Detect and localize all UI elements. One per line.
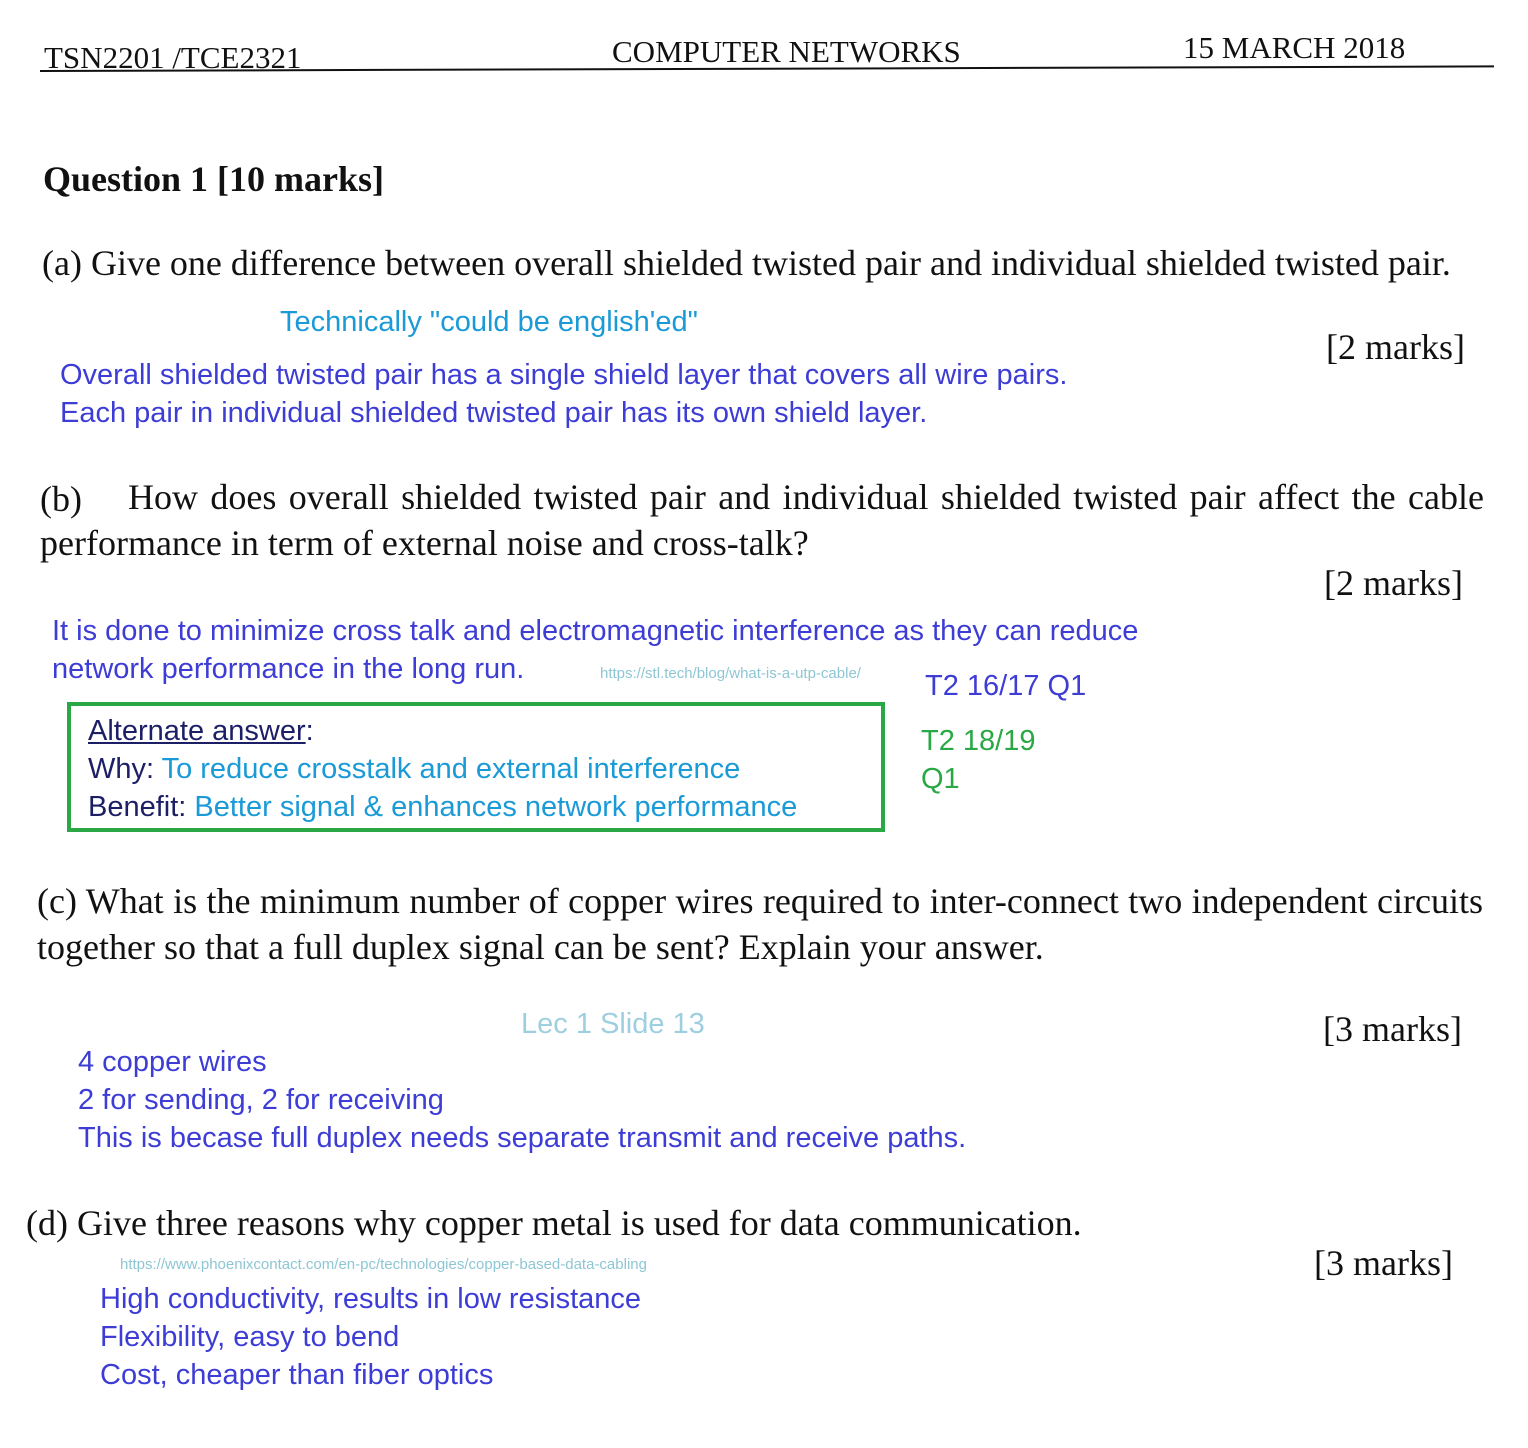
part-b-label: (b)	[40, 479, 82, 519]
part-c-question: (c) What is the minimum number of copper wires required to inter-connect two independent circuits together so that a full duplex signal can be sent? Explain your answer.	[37, 881, 1483, 967]
alternate-why-text: To reduce crosstalk and external interference	[161, 753, 741, 785]
course-code: TSN2201 /TCE2321	[44, 40, 302, 75]
part-a-question: (a) Give one difference between overall shielded twisted pair and individual shielded twisted pair.	[42, 243, 1451, 283]
part-d-answer-line-3: Cost, cheaper than fiber optics	[100, 1359, 494, 1391]
part-d-answer-line-2: Flexibility, easy to bend	[100, 1321, 400, 1353]
alternate-answer-heading-row	[88, 712, 797, 750]
part-c-ref: Lec 1 Slide 13	[521, 1008, 705, 1040]
part-b-ref-t2-1617: T2 16/17 Q1	[925, 670, 1087, 702]
part-b-marks: [2 marks]	[1324, 563, 1463, 603]
alternate-why-label: Why:	[88, 753, 162, 785]
alternate-answer-box	[67, 702, 885, 832]
part-d-answer-line-1: High conductivity, results in low resistance	[100, 1283, 642, 1315]
part-b-answer-line-2: network performance in the long run.	[52, 653, 525, 685]
part-d-question: (d) Give three reasons why copper metal is used for data communication.	[26, 1203, 1082, 1243]
part-a-note: Technically "could be english'ed"	[280, 306, 698, 338]
part-d-marks: [3 marks]	[1314, 1243, 1453, 1283]
alternate-answer-heading: Alternate answer	[88, 715, 306, 747]
exam-title: COMPUTER NETWORKS	[612, 34, 961, 69]
part-b-source-url: https://stl.tech/blog/what-is-a-utp-cable/	[600, 665, 861, 682]
alternate-answer-colon: :	[305, 715, 314, 747]
alternate-why-row	[88, 750, 797, 788]
question-title: Question 1 [10 marks]	[43, 159, 384, 199]
part-b-ref-t2-1819: T2 18/19	[921, 725, 1036, 757]
part-c-answer-line-2: 2 for sending, 2 for receiving	[78, 1084, 444, 1116]
part-b-question: How does overall shielded twisted pair and individual shielded twisted pair affect the cable performance in term of external noise and cross-talk?	[40, 477, 1484, 563]
alternate-benefit-text: Better signal & enhances network performance	[194, 791, 798, 823]
exam-date: 15 MARCH 2018	[1183, 30, 1406, 65]
part-a-answer-line-1: Overall shielded twisted pair has a single shield layer that covers all wire pairs.	[60, 359, 1068, 391]
alternate-answer-content	[88, 712, 797, 826]
part-c-marks: [3 marks]	[1323, 1009, 1462, 1049]
part-a-marks: [2 marks]	[1326, 327, 1465, 367]
part-a-answer-line-2: Each pair in individual shielded twisted pair has its own shield layer.	[60, 397, 928, 429]
part-b-ref-t2-1819-q: Q1	[921, 763, 960, 795]
part-c-answer-line-3: This is becase full duplex needs separate transmit and receive paths.	[78, 1122, 967, 1154]
part-c-answer-line-1: 4 copper wires	[78, 1046, 267, 1078]
alternate-benefit-label: Benefit:	[88, 791, 195, 823]
part-b-answer-line-1: It is done to minimize cross talk and electromagnetic interference as they can reduce	[52, 615, 1139, 647]
part-d-source-url: https://www.phoenixcontact.com/en-pc/technologies/copper-based-data-cabling	[120, 1256, 647, 1273]
alternate-benefit-row	[88, 788, 797, 826]
